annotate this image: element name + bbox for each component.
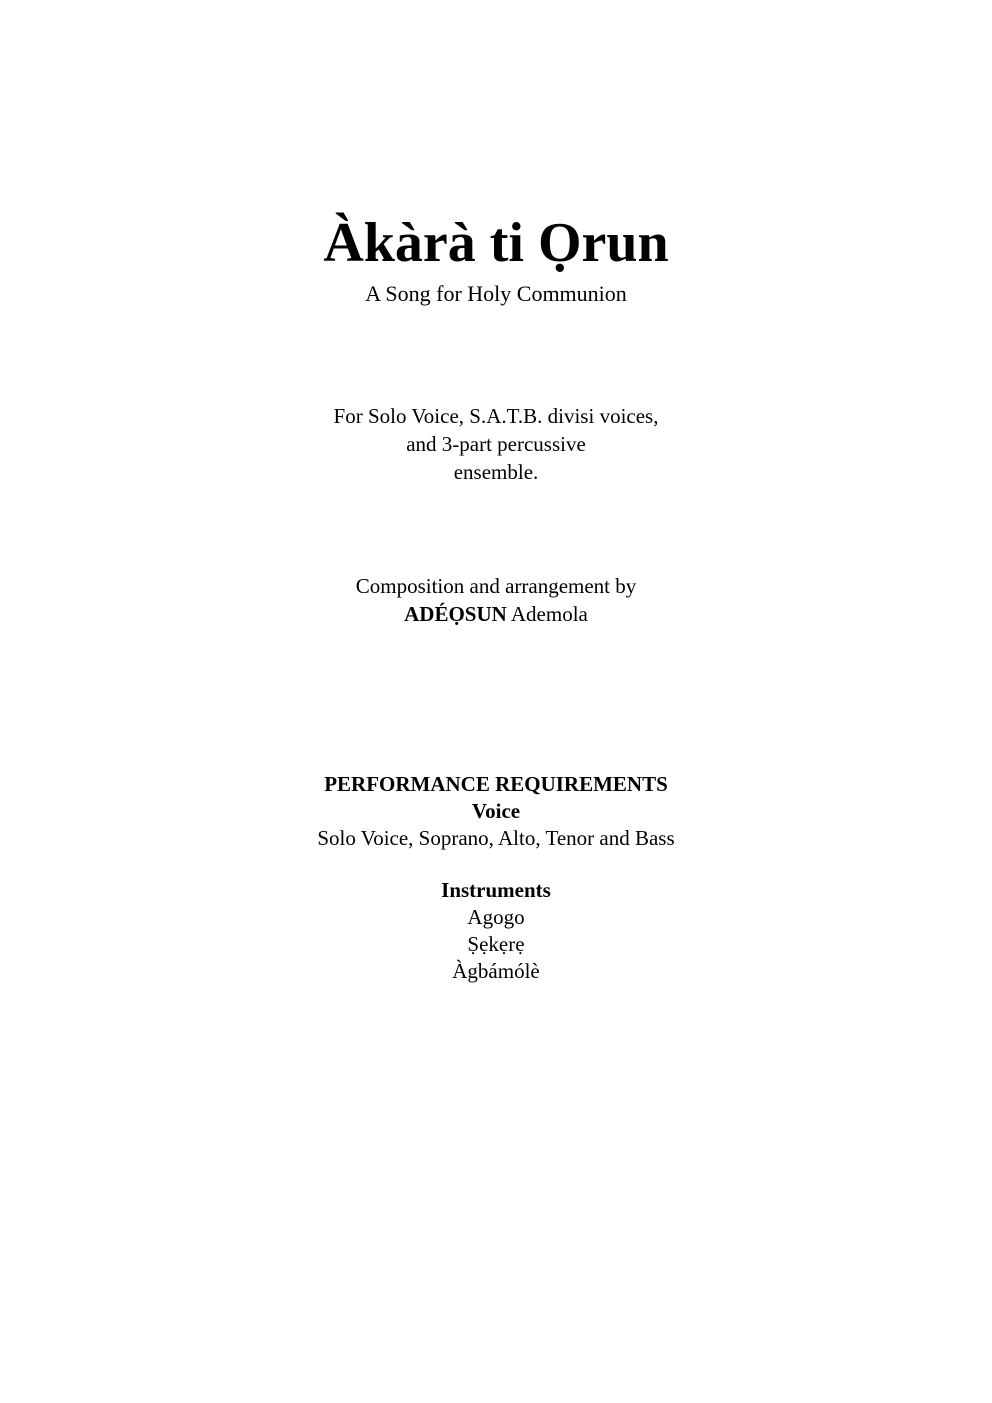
instrument-item: Ṣẹkẹrẹ <box>467 932 525 956</box>
credit-line: Composition and arrangement by <box>355 574 637 598</box>
composer-surname: ADÉỌSUN <box>404 602 507 626</box>
instrument-item: Agogo <box>467 905 525 929</box>
voice-heading: Voice <box>471 799 521 823</box>
scoring-line-3: ensemble. <box>453 460 539 484</box>
composer-name <box>0 600 992 628</box>
work-subtitle: A Song for Holy Communion <box>365 281 627 306</box>
voices-list: Solo Voice, Soprano, Alto, Tenor and Bass <box>317 826 675 850</box>
performance-heading: PERFORMANCE REQUIREMENTS <box>324 772 668 796</box>
work-title: Àkàrà ti Ọrun <box>323 212 669 274</box>
scoring-line-2: and 3-part percussive <box>406 432 586 456</box>
composer-given-name: Ademola <box>510 602 588 626</box>
instrument-item: Àgbámólè <box>452 959 540 983</box>
instruments-heading: Instruments <box>441 878 551 902</box>
scoring-line-1: For Solo Voice, S.A.T.B. divisi voices, <box>333 404 659 428</box>
